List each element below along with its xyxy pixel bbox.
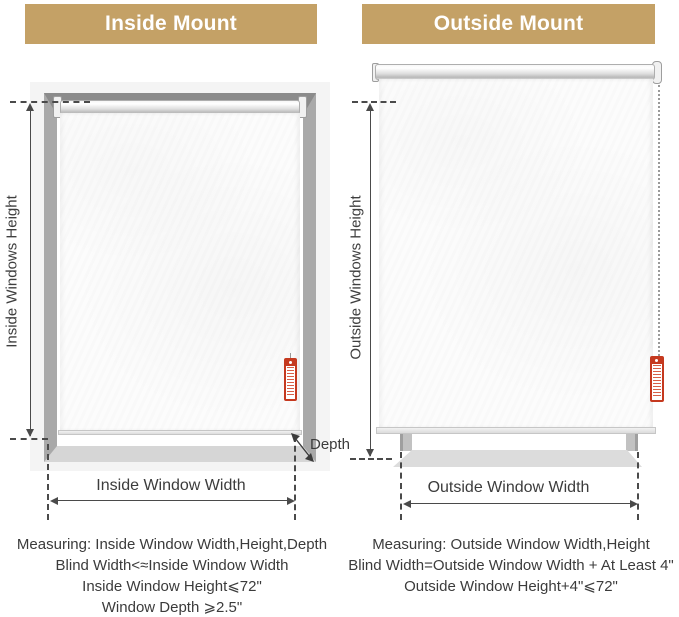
outside-height-label: Outside Windows Height: [347, 195, 365, 360]
inside-note-line-4: Window Depth ⩾2.5": [101, 599, 243, 616]
inside-mount-notes: [6, 534, 338, 617]
outside-tag-dotted-line: [658, 85, 660, 356]
inside-height-arrow-up-icon: [26, 103, 34, 111]
outside-mount-header-label: Outside Mount: [433, 12, 584, 35]
inside-blind-bottom-rail: [58, 430, 302, 435]
outside-blind-fabric: [379, 79, 653, 428]
outside-width-label: Outside Window Width: [427, 479, 590, 496]
outside-mount-header: [362, 4, 655, 44]
inside-warning-tag: [284, 358, 297, 401]
outside-height-bottom-tick: [350, 458, 392, 460]
inside-height-label: Inside Windows Height: [3, 195, 21, 348]
inside-width-arrow-left-icon: [50, 497, 58, 505]
inside-warning-tag-header: [286, 360, 295, 366]
outside-note-line-1: Measuring: Outside Window Width,Height: [372, 536, 650, 553]
depth-label: Depth: [310, 436, 351, 453]
outside-width-arrow-left-icon: [403, 500, 411, 508]
outside-note-line-3: Outside Window Height+4"⩽72": [404, 578, 618, 595]
inside-warning-tag-text-lines: [287, 367, 294, 396]
inside-blind-fabric: [60, 113, 300, 431]
inside-height-measure-line: [30, 106, 31, 436]
inside-mount-header: [25, 4, 317, 44]
outside-window-jamb-right: [626, 433, 638, 451]
outside-warning-tag-header: [652, 358, 662, 364]
inside-height-bottom-tick: [10, 438, 48, 440]
inside-width-label: Inside Window Width: [96, 477, 246, 494]
outside-warning-tag-text-lines: [653, 365, 661, 397]
outside-window-jamb-left: [400, 433, 412, 451]
inside-note-line-2: Blind Width<≈Inside Window Width: [55, 557, 289, 574]
inside-height-top-tick: [10, 101, 90, 103]
outside-roller-tube: [375, 64, 655, 80]
outside-mount-notes: [346, 534, 676, 597]
inside-width-measure-line: [53, 500, 291, 501]
inside-note-line-1: Measuring: Inside Window Width,Height,Depth: [16, 536, 328, 553]
outside-height-measure-line: [370, 106, 371, 456]
outside-height-arrow-up-icon: [366, 103, 374, 111]
inside-note-line-3: Inside Window Height⩽72": [82, 578, 262, 595]
inside-height-arrow-down-icon: [26, 429, 34, 437]
outside-warning-tag: [650, 356, 664, 402]
outside-height-arrow-down-icon: [366, 449, 374, 457]
outside-window-sill: [393, 450, 642, 467]
inside-mount-header-label: Inside Mount: [105, 12, 237, 35]
outside-width-measure-line: [406, 503, 634, 504]
inside-width-arrow-right-icon: [287, 497, 295, 505]
outside-height-top-tick: [352, 101, 396, 103]
outside-blind-bottom-rail: [376, 427, 656, 434]
outside-note-line-2: Blind Width=Outside Window Width + At Least 4": [348, 557, 674, 574]
outside-width-arrow-right-icon: [630, 500, 638, 508]
